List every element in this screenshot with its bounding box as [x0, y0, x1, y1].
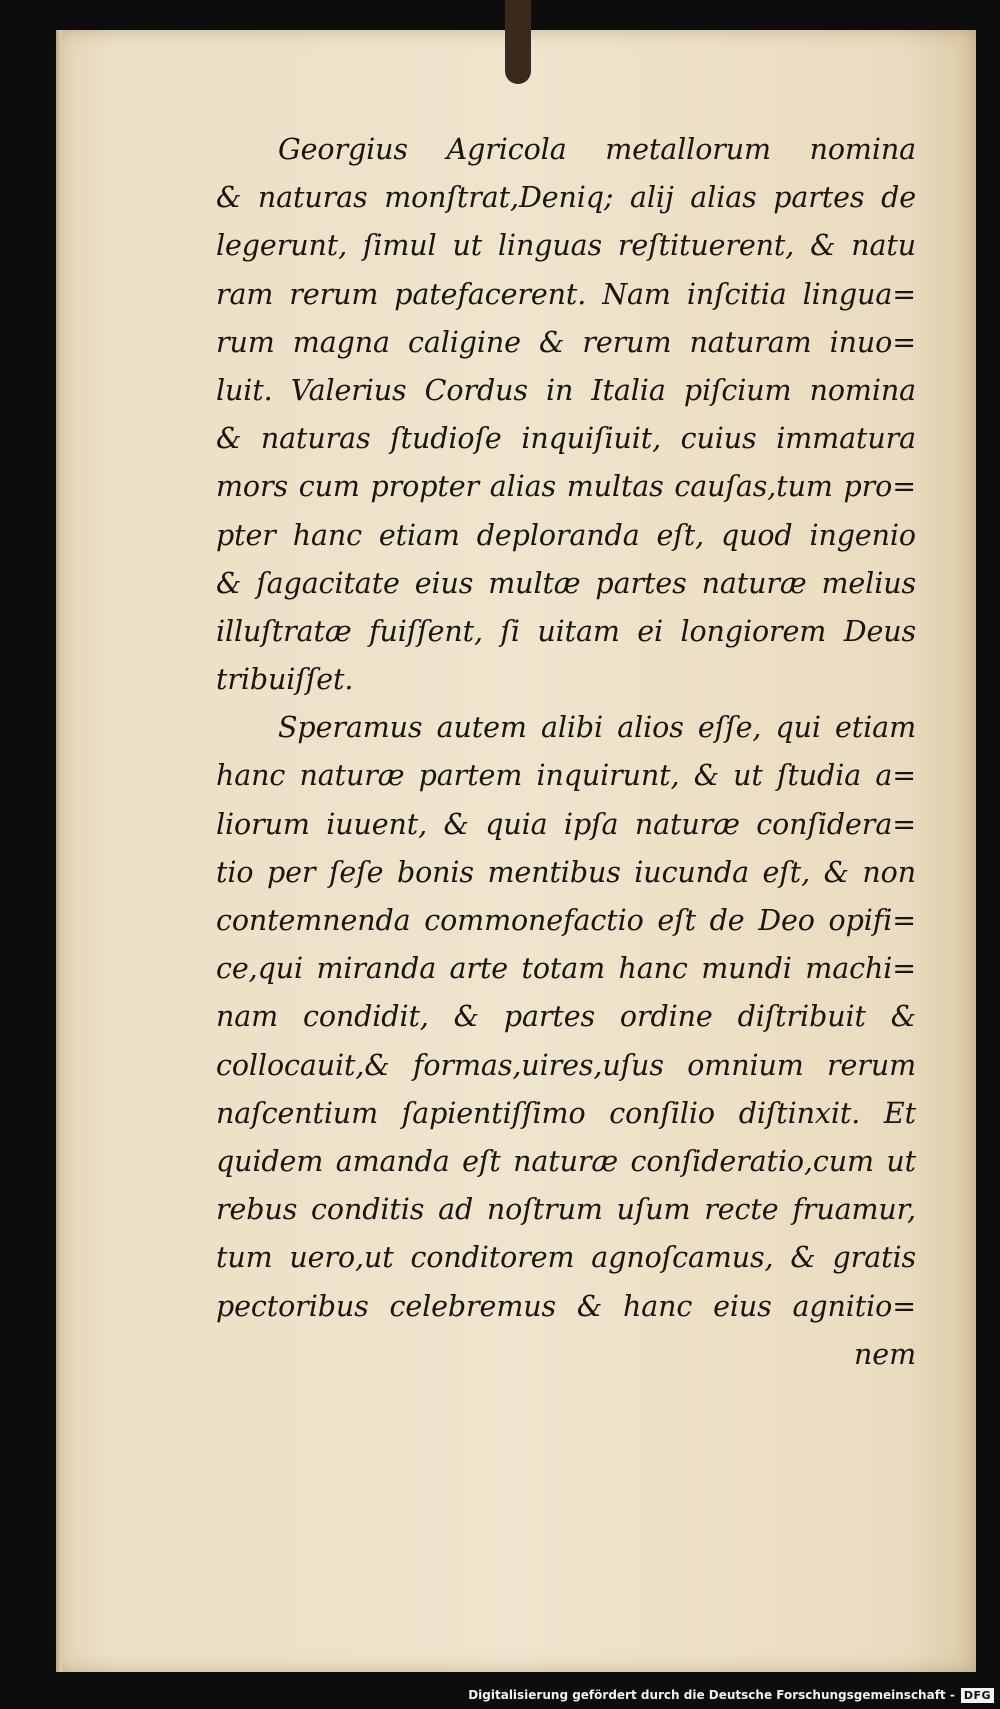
- text-line: ram rerum patefacerent. Nam inſcitia lingua=: [216, 277, 916, 311]
- text-line: rebus conditis ad noſtrum uſum recte fruamur,: [216, 1193, 916, 1227]
- text-line: hanc naturæ partem inquirunt, & ut ſtudia a=: [216, 759, 916, 793]
- text-line: mors cum propter alias multas cauſas,tum pro=: [216, 470, 916, 504]
- text-line: luit. Valerius Cordus in Italia piſcium nomina: [216, 373, 916, 407]
- text-line: pter hanc etiam deploranda eſt, quod ingenio: [216, 518, 916, 552]
- text-line: & ſagacitate eius multæ partes naturæ melius: [216, 566, 916, 600]
- binding-tab: [505, 0, 531, 84]
- dfg-logo: DFG: [961, 1688, 994, 1703]
- text-line: contemnenda commonefactio eſt de Deo opifi=: [216, 904, 916, 937]
- text-line: tio per ſeſe bonis mentibus iucunda eſt, & non: [216, 855, 916, 889]
- text-line: liorum iuuent, & quia ipſa naturæ conſidera=: [216, 807, 916, 841]
- text-line: nam condidit, & partes ordine diſtribuit &: [216, 1000, 916, 1034]
- text-line: quidem amanda eſt naturæ conſideratio,cum ut: [216, 1144, 916, 1178]
- footer-credit-text: Digitalisierung gefördert durch die Deutsche Forschungsgemeinschaft -: [468, 1688, 955, 1702]
- text-line: rum magna caligine & rerum naturam inuo=: [216, 325, 916, 359]
- catchword: nem: [854, 1337, 916, 1371]
- text-line: ce,qui miranda arte totam hanc mundi machi=: [216, 952, 916, 986]
- text-line: Speramus autem alibi alios eſſe, qui etiam: [278, 711, 916, 745]
- book-page: [56, 30, 976, 1672]
- text-line: collocauit,& formas,uires,uſus omnium rerum: [216, 1048, 916, 1082]
- text-line: illuſtratæ fuiſſent, ſi uitam ei longiorem Deus: [216, 614, 916, 648]
- text-line: tum uero,ut conditorem agnoſcamus, & gratis: [216, 1241, 916, 1275]
- body-text: [216, 126, 916, 1379]
- text-line: Georgius Agricola metallorum nomina: [278, 133, 916, 166]
- text-line: & naturas ſtudioſe inquiſiuit, cuius immatura: [216, 422, 916, 456]
- text-line: tribuiſſet.: [216, 663, 354, 697]
- footer-credit: [468, 1684, 994, 1706]
- text-line: naſcentium ſapientiſſimo conſilio diſtinxit. Et: [216, 1096, 916, 1130]
- text-line: legerunt, ſimul ut linguas reſtituerent, & natu: [216, 229, 916, 263]
- page-edge: [56, 30, 62, 1672]
- text-line: pectoribus celebremus & hanc eius agnitio=: [216, 1289, 916, 1323]
- text-line: & naturas monſtrat,Deniq; alij alias partes de: [216, 181, 916, 215]
